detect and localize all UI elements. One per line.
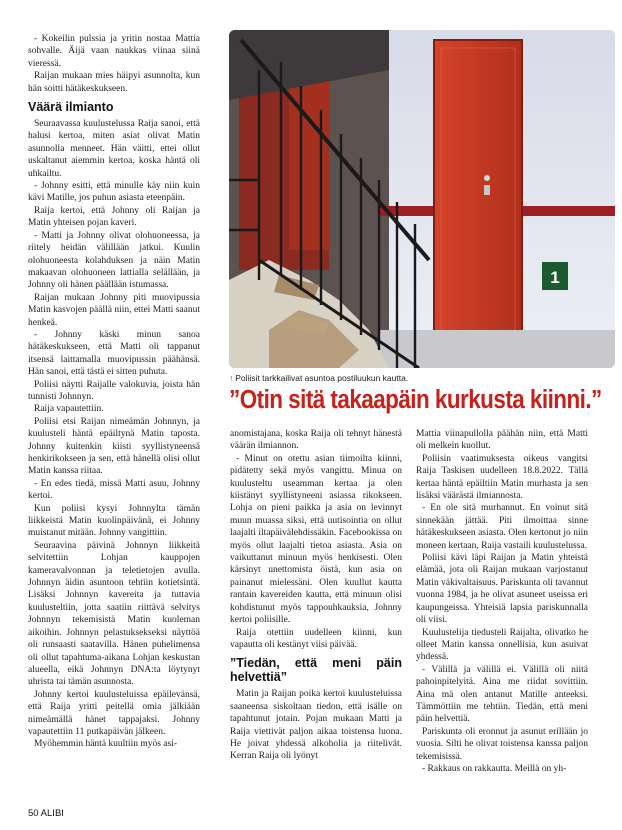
paragraph: Seuraavina päivinä Johnnyn liikkeitä selvitettiin Lohjan kauppojen kameravalvonnan ja teletietojen avulla. Johnnyn äidin asuntoon tehtiin kotietsintä. Lisäksi Johnnyn kavereita ja tuttavia kuulusteltiin, jotta saatiin riittävä selvitys Johnnyn tekemisistä Matin kuoleman aikoihin. Johnnyn pelastuksekseksi näyttöä oli runsaasti saatavilla. Hänen puhelimensa oli ollut tapahtuma-aikana Lohjan keskustan alueella, eikä Johnnyn DNA:ta löytynyt uhrista tai tämän asunnosta. xyxy=(28,540,200,688)
stairwell-photo xyxy=(229,30,615,368)
paragraph: Mattia viinapullolla päähän niin, että Matti oli melkein kuollut. xyxy=(416,429,588,452)
paragraph: Raija otettiin uudelleen kiinni, kun vapautta oli kestänyt viisi päivää. xyxy=(230,627,402,650)
paragraph: - Johnny käski minun sanoa hätäkeskukseen, että Matti oli tappanut itsensä laittamalla muovipussin päähänsä. Hän sanoi, että tästä ei sitten puhuta. xyxy=(28,329,200,378)
subheading: ”Tiedän, että meni päin helvettiä” xyxy=(230,656,402,685)
paragraph: - Johnny esitti, että minulle käy niin kuin kävi Matille, jos puhun asiasta eteenpäin. xyxy=(28,181,200,204)
paragraph: Poliisi näytti Raijalle valokuvia, joista hän tunnisti Johnnyn. xyxy=(28,379,200,402)
paragraph: Poliisin vaatimuksesta oikeus vangitsi Raija Taskisen uudelleen 18.8.2022. Tällä kertaa häntä epäiltiin Matin murhasta ja sen lisäksi väärästä ilmiannosta. xyxy=(416,453,588,502)
article-column-1 xyxy=(28,33,200,751)
photo-caption xyxy=(229,373,408,383)
paragraph: - En ole sitä murhannut. En voinut sitä sinnekään jättää. Piti ilmoittaa sinne hätäkeskukseen asiasta. Olen kertonut jo niin moneen kertaan, Raija vastaili kuulustelussa. xyxy=(416,503,588,551)
paragraph: Poliisi kävi läpi Raijan ja Matin yhteistä elämää, jota oli Raijan mukaan varjostanut Matin väkivaltaisuus. Pariskunta oli tavannut vuonna 1984, ja he olivat asuneet useissa eri kaupungeissa. Yhteisiä lapsia pariskunnalla oli viisi. xyxy=(416,553,588,626)
paragraph: Raijan mukaan Johnny piti muovipussia Matin kasvojen päällä niin, ettei Matti saanut henkeä. xyxy=(28,292,200,328)
door-number: 1 xyxy=(550,268,560,287)
article-column-3 xyxy=(416,428,588,775)
pull-quote: ”Otin sitä takaapäin kurkusta kiinni.” xyxy=(229,386,602,414)
paragraph: Matin ja Raijan poika kertoi kuulusteluissa saaneensa siskoltaan tiedon, että isälle on tapahtunut jotain. Pojan mukaan Matti ja Raija viettivät paljon aikaa toistensa luona. He joivat yhdessä alkoholia ja riitelivät. Kerran Raija oli lyönyt xyxy=(230,689,402,762)
paragraph: - Matti ja Johnny olivat olohuoneessa, ja riitely heidän välillään jatkui. Kuulin olohuoneesta kolahduksen ja näin Matin makaavan olohuoneen lattialla selällään, ja Johnny oli hänen päällään istumassa. xyxy=(28,230,200,291)
paragraph: - Minut on otettu asian tiimoilta kiinni, pidätetty sekä myös vangittu. Minua on kuulusteltu useamman kertaa ja olen kiistänyt syyllistyneeni asiassa rikokseen. Lohja on pieni paikka ja asia on levinnyt muun muassa siksi, että uutisointia on ollut laajalti iltapäivälehdissäkin. Facebookissa on myös ollut laajalti tietoa asiasta. Asia on vaikuttanut minuun myös henkisesti. Olen kärsinyt unettomista öistä, kun asia on painanut mielessäni. Olen kuullut kautta rantain kavereiden kautta, että minuun olisi kohdistunut myös tappouhkauksia, Johnny kertoi poliisille. xyxy=(230,453,402,626)
paragraph: - En edes tiedä, missä Matti asuu, Johnny kertoi. xyxy=(28,478,200,502)
paragraph: anomistajana, koska Raija oli tehnyt hänestä väärän ilmiannon. xyxy=(230,429,402,452)
subheading: Väärä ilmianto xyxy=(28,100,114,115)
article-column-2 xyxy=(230,428,402,763)
arrow-up-icon: ↑ xyxy=(229,373,234,383)
paragraph: Myöhemmin häntä kuultiin myös asi- xyxy=(34,739,178,750)
paragraph: Raija vapautettiin. xyxy=(34,404,104,415)
paragraph: Seuraavassa kuulustelussa Raija sanoi, että halusi kertoa, miten asiat olivat Matin asunnolla menneet. Hän väitti, ettei ollut uskaltanut aiemmin kertoa, koska häntä oli uhkailtu. xyxy=(28,119,200,179)
paragraph: Kun poliisi kysyi Johnnylta tämän liikkeistä Matin kuolinpäivänä, ei Johnny muistanut mitään. Johnny vangittiin. xyxy=(28,503,200,539)
page-folio: 50 ALIBI xyxy=(28,808,64,819)
caption-text: Poliisit tarkkailivat asuntoa postiluukun kautta. xyxy=(235,373,409,383)
paragraph: Raija kertoi, että Johnny oli Raijan ja Matin yhteisen pojan kaveri. xyxy=(28,205,200,229)
paragraph: Poliisi etsi Raijan nimeämän Johnnyn, ja kuulusteli häntä epäiltynä Matin taposta. Johnny kuitenkin kiisti syyllistyneensä henkirikokseen ja sen, että hänellä olisi ollut Matin kanssa riitaa. xyxy=(28,416,200,477)
paragraph: Johnny kertoi kuulusteluissa epäilevänsä, että Raija yritti peitellä omia jälkiään nimeämällä hänet tappajaksi. Johnny vapautettiin 11 putkapäivän jälkeen. xyxy=(28,689,200,737)
paragraph: Raijan mukaan mies häipyi asunnolta, kun hän soitti hätäkeskukseen. xyxy=(28,71,200,94)
paragraph: - Kokeilin pulssia ja yritin nostaa Mattia sohvalle. Äijä vaan naukkas viinaa siinä vieressä. xyxy=(28,34,200,69)
paragraph: Kuulustelija tiedusteli Raijalta, olivatko he olleet Matin kanssa onnellisia, kun asuivat yhdessä. xyxy=(416,627,588,663)
paragraph: Pariskunta oli eronnut ja asunut erillään jo vuosia. Silti he olivat toistensa kanssa paljon tekemisissä. xyxy=(416,726,588,762)
paragraph: - Välillä ja välillä ei. Välillä oli niitä pahoinpitelyitä. Aina me riidat sovittiin. Aina mä olen antanut Matille anteeksi. Tämmöttiin me tehtiin. Tiedän, että meni päin helvettiä. xyxy=(416,664,588,725)
paragraph: - Rakkaus on rakkautta. Meillä on yh- xyxy=(422,763,567,774)
